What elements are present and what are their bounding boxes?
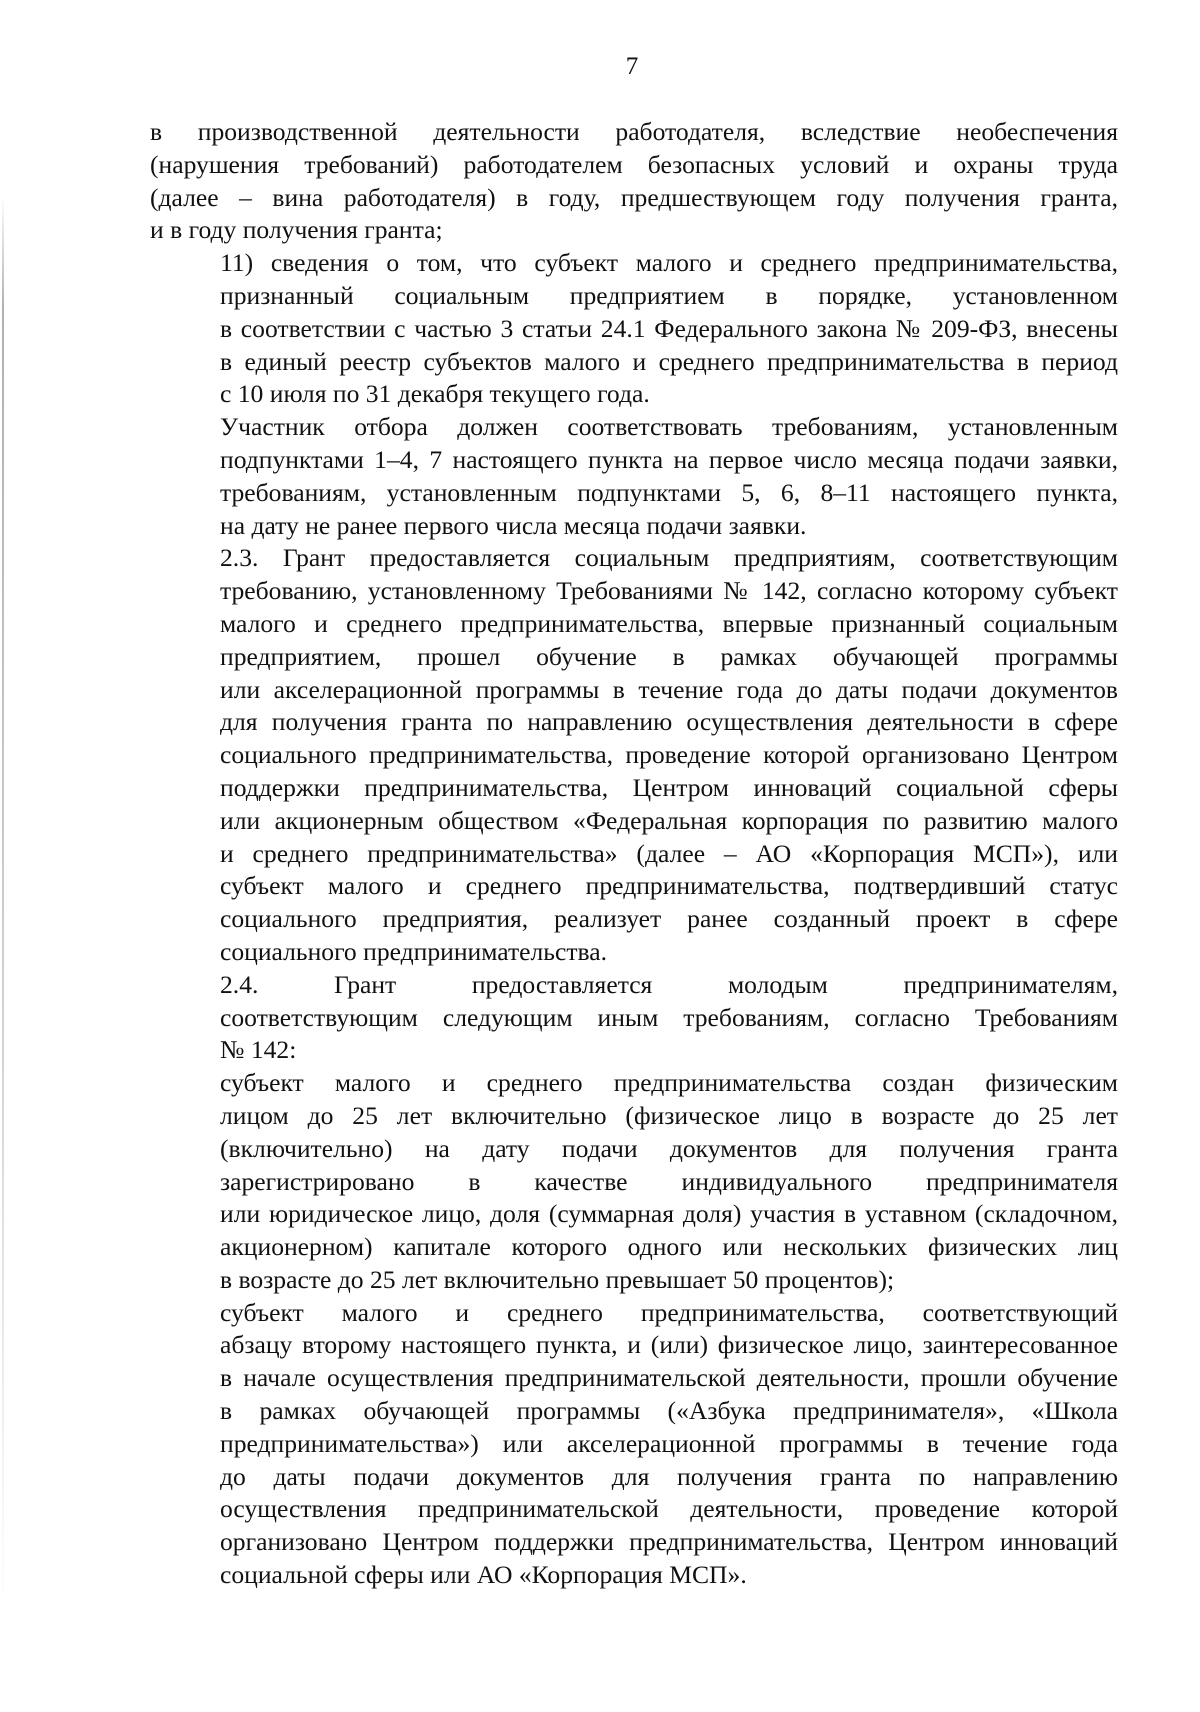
- text-line: организовано Центром поддержки предпринимательства, Центром инноваций: [220, 1527, 1118, 1557]
- text-line: социальной сферы или АО «Корпорация МСП».: [220, 1560, 747, 1590]
- text-line: требованию, установленному Требованиями № 142, согласно которому субъект: [220, 576, 1118, 606]
- text-line: зарегистрировано в качестве индивидуального предпринимателя: [220, 1166, 1118, 1196]
- text-line: соответствующим следующим иным требованиям, согласно Требованиям: [220, 1002, 1118, 1032]
- text-line: 2.3. Грант предоставляется социальным предприятиям, соответствующим: [220, 543, 1118, 573]
- text-line: осуществления предпринимательской деятельности, проведение которой: [220, 1494, 1118, 1524]
- document-body: [150, 116, 1118, 1592]
- text-line: предпринимательства») или акселерационной программы в течение года: [220, 1428, 1118, 1458]
- text-line: Участник отбора должен соответствовать требованиям, установленным: [220, 412, 1118, 442]
- text-line: малого и среднего предпринимательства, впервые признанный социальным: [220, 608, 1118, 638]
- text-line: в соответствии с частью 3 статьи 24.1 Федерального закона № 209-ФЗ, внесены: [220, 313, 1118, 343]
- text-line: в рамках обучающей программы («Азбука предпринимателя», «Школа: [220, 1396, 1118, 1426]
- text-line: социального предпринимательства.: [220, 936, 608, 966]
- paragraph: [150, 542, 1118, 968]
- text-line: или акселерационной программы в течение года до даты подачи документов: [220, 674, 1118, 704]
- text-line: в возрасте до 25 лет включительно превышает 50 процентов);: [220, 1264, 895, 1294]
- text-line: в производственной деятельности работодателя, вследствие необеспечения: [150, 117, 1118, 146]
- paragraph: [150, 1067, 1118, 1297]
- text-line: (включительно) на дату подачи документов для получения гранта: [220, 1133, 1118, 1163]
- page-number: 7: [625, 53, 639, 80]
- text-line: или юридическое лицо, доля (суммарная доля) участия в уставном (складочном,: [220, 1199, 1118, 1229]
- scan-edge-shadow: [2, 195, 4, 1615]
- text-line: акционерном) капитале которого одного или нескольких физических лиц: [220, 1232, 1118, 1262]
- text-line: с 10 июля по 31 декабря текущего года.: [220, 379, 650, 409]
- text-line: абзацу второму настоящего пункта, и (или) физическое лицо, заинтересованное: [220, 1330, 1118, 1360]
- text-line: субъект малого и среднего предпринимательства создан физическим: [220, 1068, 1118, 1098]
- text-line: социального предпринимательства, проведение которой организовано Центром: [220, 740, 1118, 770]
- text-line: или акционерным обществом «Федеральная корпорация по развитию малого: [220, 805, 1118, 835]
- paragraph: [150, 1297, 1118, 1592]
- text-line: на дату не ранее первого числа месяца подачи заявки.: [220, 510, 807, 540]
- text-line: (нарушения требований) работодателем безопасных условий и охраны труда: [150, 149, 1118, 179]
- paragraph: [150, 411, 1118, 542]
- text-line: подпунктами 1–4, 7 настоящего пункта на первое число месяца подачи заявки,: [220, 444, 1118, 474]
- paragraph: [150, 247, 1118, 411]
- text-line: предприятием, прошел обучение в рамках обучающей программы: [220, 641, 1118, 671]
- text-line: социального предприятия, реализует ранее созданный проект в сфере: [220, 904, 1118, 934]
- text-line: субъект малого и среднего предпринимательства, подтвердивший статус: [220, 871, 1118, 901]
- text-line: и среднего предпринимательства» (далее – АО «Корпорация МСП»), или: [220, 838, 1118, 868]
- text-line: 11) сведения о том, что субъект малого и среднего предпринимательства,: [220, 248, 1118, 278]
- text-line: для получения гранта по направлению осуществления деятельности в сфере: [220, 707, 1118, 737]
- text-line: 2.4. Грант предоставляется молодым предпринимателям,: [220, 969, 1118, 999]
- paragraph: [150, 969, 1118, 1067]
- text-line: признанный социальным предприятием в порядке, установленном: [220, 280, 1118, 310]
- text-line: № 142:: [220, 1035, 297, 1065]
- text-line: до даты подачи документов для получения гранта по направлению: [220, 1461, 1118, 1491]
- text-line: лицом до 25 лет включительно (физическое лицо в возрасте до 25 лет: [220, 1100, 1118, 1130]
- text-line: в начале осуществления предпринимательской деятельности, прошли обучение: [220, 1363, 1118, 1393]
- text-line: требованиям, установленным подпунктами 5, 6, 8–11 настоящего пункта,: [220, 477, 1118, 507]
- text-line: и в году получения гранта;: [150, 215, 443, 245]
- text-line: субъект малого и среднего предпринимательства, соответствующий: [220, 1297, 1118, 1327]
- text-line: (далее – вина работодателя) в году, предшествующем году получения гранта,: [150, 182, 1118, 212]
- text-line: поддержки предпринимательства, Центром инноваций социальной сферы: [220, 772, 1118, 802]
- text-line: в единый реестр субъектов малого и среднего предпринимательства в период: [220, 346, 1118, 376]
- paragraph: [150, 116, 1118, 247]
